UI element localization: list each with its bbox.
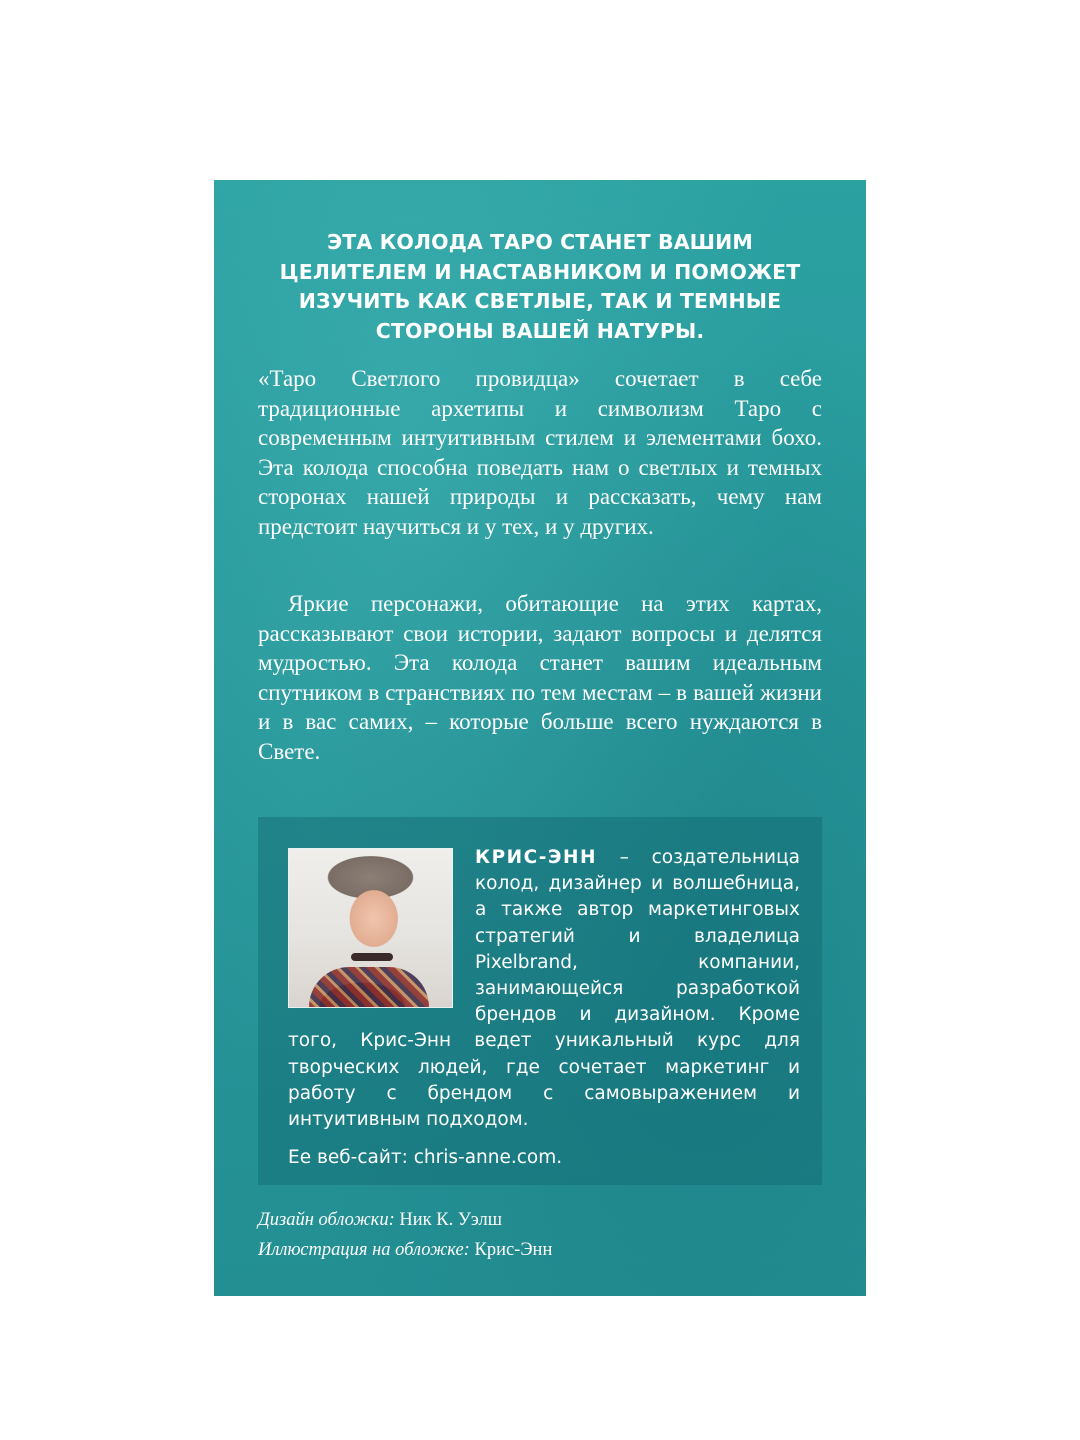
cover-design-name: Ник К. Уэлш (394, 1210, 503, 1230)
author-photo (288, 848, 453, 1008)
book-back-cover (214, 180, 866, 1296)
author-website: Ее веб-сайт: chris-anne.com. (288, 1147, 563, 1169)
author-bio-text: – создательница колод, дизайнер и волшебница, а также автор маркетинговых стратегий и владелица Pixelbrand, компании, занимающейся разработкой брендов и дизайном. Кроме того, Крис-Энн ведет уникальный курс для творческих людей, где сочетает маркетинг и работу с брендом с самовыражением и интуитивным подходом. (288, 847, 800, 1131)
cover-illustration-name: Крис-Энн (469, 1240, 553, 1260)
cover-illustration-credit (258, 1235, 822, 1265)
author-photo-choker (351, 953, 393, 961)
description-paragraph-1: «Таро Светлого провидца» сочетает в себе традиционные архетипы и символизм Таро с современным интуитивным стилем и элементами бохо. Эта колода способна поведать нам о светлых и темных сторонах нашей природы и рассказать, чему нам предстоит научиться и у тех, и у других. (258, 366, 822, 539)
author-info-box (258, 817, 822, 1185)
description-paragraph-2: Яркие персонажи, обитающие на этих картах, рассказывают свои истории, задают вопросы и делятся мудростью. Эта колода станет вашим идеальным спутником в странствиях по тем местам – в вашей жизни и в вас самих, – которые больше всего нуждаются в Свете. (258, 591, 822, 764)
cover-credits (258, 1205, 822, 1265)
cover-design-role: Дизайн обложки: (258, 1210, 395, 1230)
cover-headline: ЭТА КОЛОДА ТАРО СТАНЕТ ВАШИМ ЦЕЛИТЕЛЕМ И НАСТАВНИКОМ И ПОМОЖЕТ ИЗУЧИТЬ КАК СВЕТЛЫЕ, ТАК И ТЕМНЫЕ СТОРОНЫ ВАШЕЙ НАТУРЫ. (279, 230, 801, 343)
cover-design-credit (258, 1205, 822, 1235)
author-photo-clothing (309, 967, 429, 1008)
author-name: КРИС-ЭНН (475, 847, 597, 868)
cover-illustration-role: Иллюстрация на обложке: (258, 1240, 470, 1260)
